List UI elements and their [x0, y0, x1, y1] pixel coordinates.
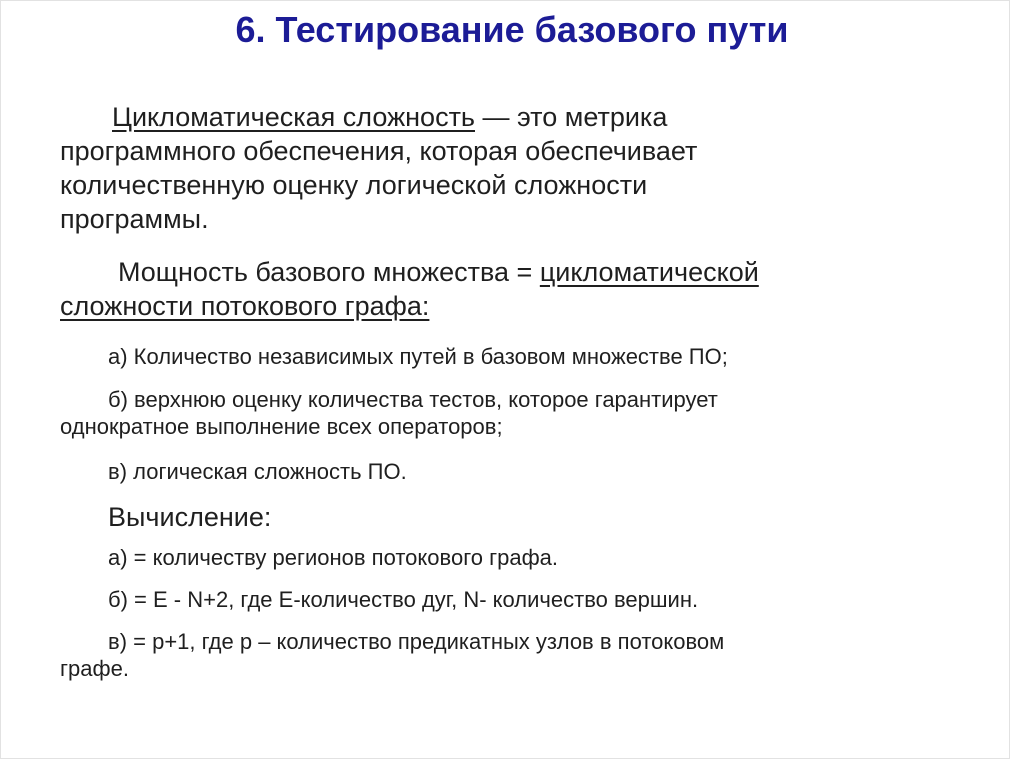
definition-line-2: программного обеспечения, которая обеспечивает: [60, 136, 698, 166]
list-item: а) = количеству регионов потокового графа.: [108, 545, 559, 570]
definition-paragraph: [60, 100, 697, 236]
power-paragraph: [60, 255, 759, 323]
definition-line-3: количественную оценку логической сложности: [60, 170, 648, 200]
list-item: б) верхнюю оценку количества тестов, которое гарантирует однократное выполнение всех операторов;: [60, 387, 718, 439]
list-item: а) Количество независимых путей в базовом множестве ПО;: [108, 344, 728, 369]
term-cyclomatic-complexity: Цикломатическая сложность: [112, 102, 475, 132]
slide-title: 6. Тестирование базового пути: [235, 9, 789, 50]
list-item: в) логическая сложность ПО.: [108, 459, 407, 484]
list-item: в) = p+1, где p – количество предикатных узлов в потоковом графе.: [60, 629, 725, 681]
power-prefix: Мощность базового множества =: [118, 257, 540, 287]
power-underlined-1: цикломатической: [539, 257, 759, 287]
list-item: б) = E - N+2, где E-количество дуг, N- количество вершин.: [108, 587, 699, 612]
definition-line-4: программы.: [60, 204, 209, 234]
calculation-heading: Вычисление:: [108, 502, 272, 532]
definition-line-1: — это метрика: [475, 102, 668, 132]
power-underlined-2: сложности потокового графа:: [60, 291, 430, 321]
